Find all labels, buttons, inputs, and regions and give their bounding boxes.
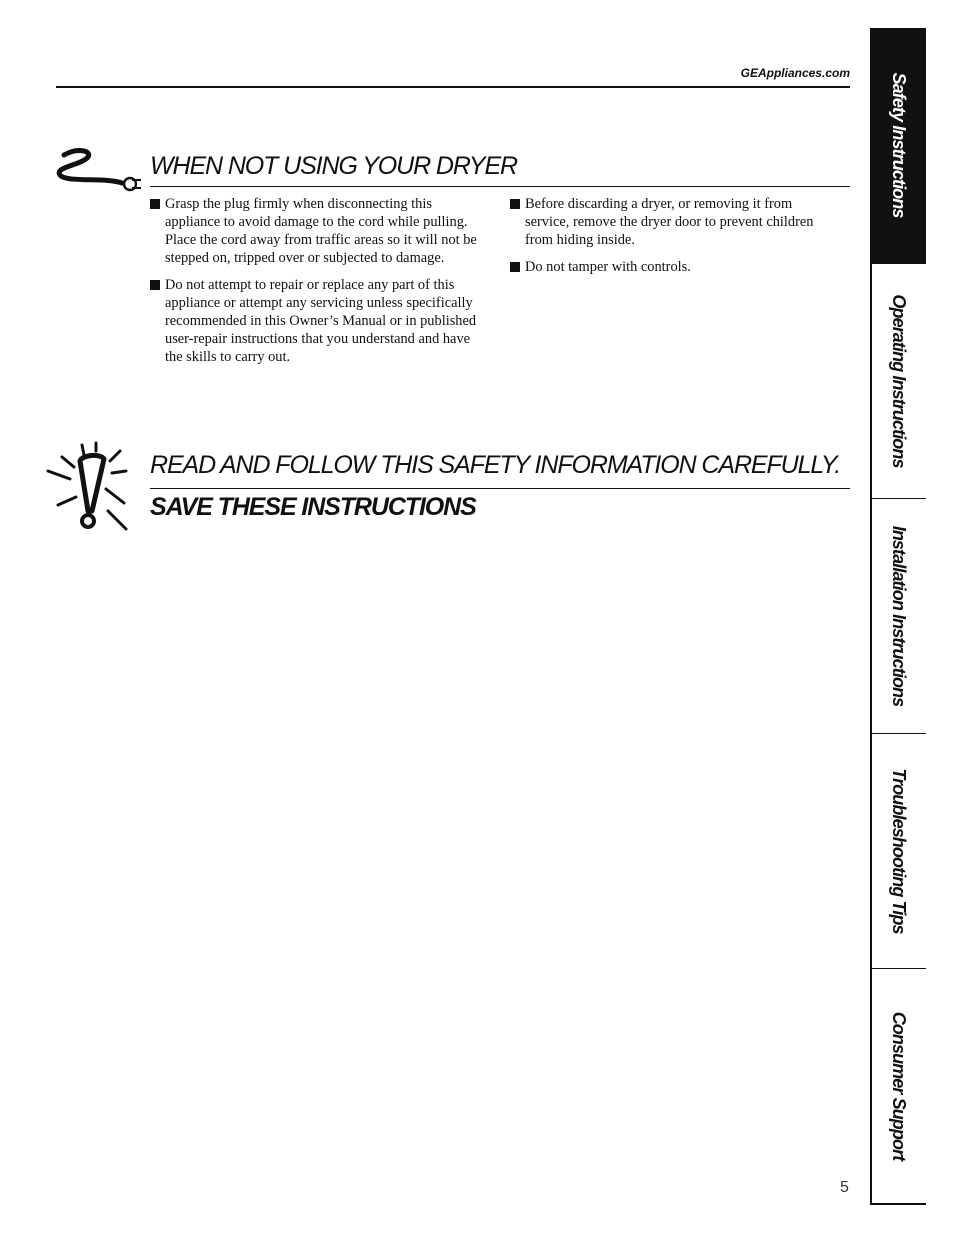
tab-safety-instructions[interactable] bbox=[870, 28, 926, 264]
list-item bbox=[510, 195, 815, 249]
list-item bbox=[150, 195, 485, 267]
square-bullet-icon bbox=[510, 262, 520, 272]
page-number: 5 bbox=[840, 1179, 849, 1196]
section-rule bbox=[150, 488, 850, 489]
section-title-not-using: WHEN NOT USING YOUR DRYER bbox=[150, 152, 517, 180]
list-item bbox=[510, 258, 815, 276]
power-cord-plug-icon bbox=[48, 145, 144, 193]
tab-installation-instructions[interactable] bbox=[870, 499, 926, 735]
left-column bbox=[150, 195, 485, 375]
right-column bbox=[510, 195, 815, 285]
site-url: GEAppliances.com bbox=[740, 66, 850, 80]
tab-consumer-support[interactable] bbox=[870, 969, 926, 1205]
item-text: Do not tamper with controls. bbox=[525, 259, 691, 275]
tab-operating-instructions[interactable] bbox=[870, 264, 926, 500]
tab-label: Troubleshooting Tips bbox=[889, 768, 910, 934]
square-bullet-icon bbox=[150, 280, 160, 290]
section-title-read-follow: READ AND FOLLOW THIS SAFETY INFORMATION CAREFULLY. bbox=[150, 451, 841, 479]
section-tabs bbox=[870, 28, 926, 1205]
item-text: Do not attempt to repair or replace any part of this appliance or attempt any servicing unless specifically recommended in this Owner’s Manual or in published user-repair instructions that you understand and have the skills to carry out. bbox=[165, 277, 477, 365]
tab-label: Installation Instructions bbox=[889, 525, 910, 707]
header-rule bbox=[56, 86, 850, 88]
tab-troubleshooting-tips[interactable] bbox=[870, 734, 926, 970]
item-text: Before discarding a dryer, or removing it from service, remove the dryer door to prevent children from hiding inside. bbox=[525, 196, 814, 248]
square-bullet-icon bbox=[150, 199, 160, 209]
item-text: Grasp the plug firmly when disconnecting this appliance to avoid damage to the cord while pulling. Place the cord away from traffic areas so it will not be stepped on, tripped over or subjected to damage. bbox=[165, 196, 477, 266]
tab-label: Operating Instructions bbox=[889, 294, 910, 468]
list-item bbox=[150, 276, 485, 366]
section-rule bbox=[150, 186, 850, 187]
tab-label: Consumer Support bbox=[889, 1011, 910, 1161]
caution-exclamation-icon bbox=[42, 441, 142, 537]
tab-label: Safety Instructions bbox=[889, 72, 910, 218]
save-instructions-heading: SAVE THESE INSTRUCTIONS bbox=[150, 493, 476, 521]
square-bullet-icon bbox=[510, 199, 520, 209]
